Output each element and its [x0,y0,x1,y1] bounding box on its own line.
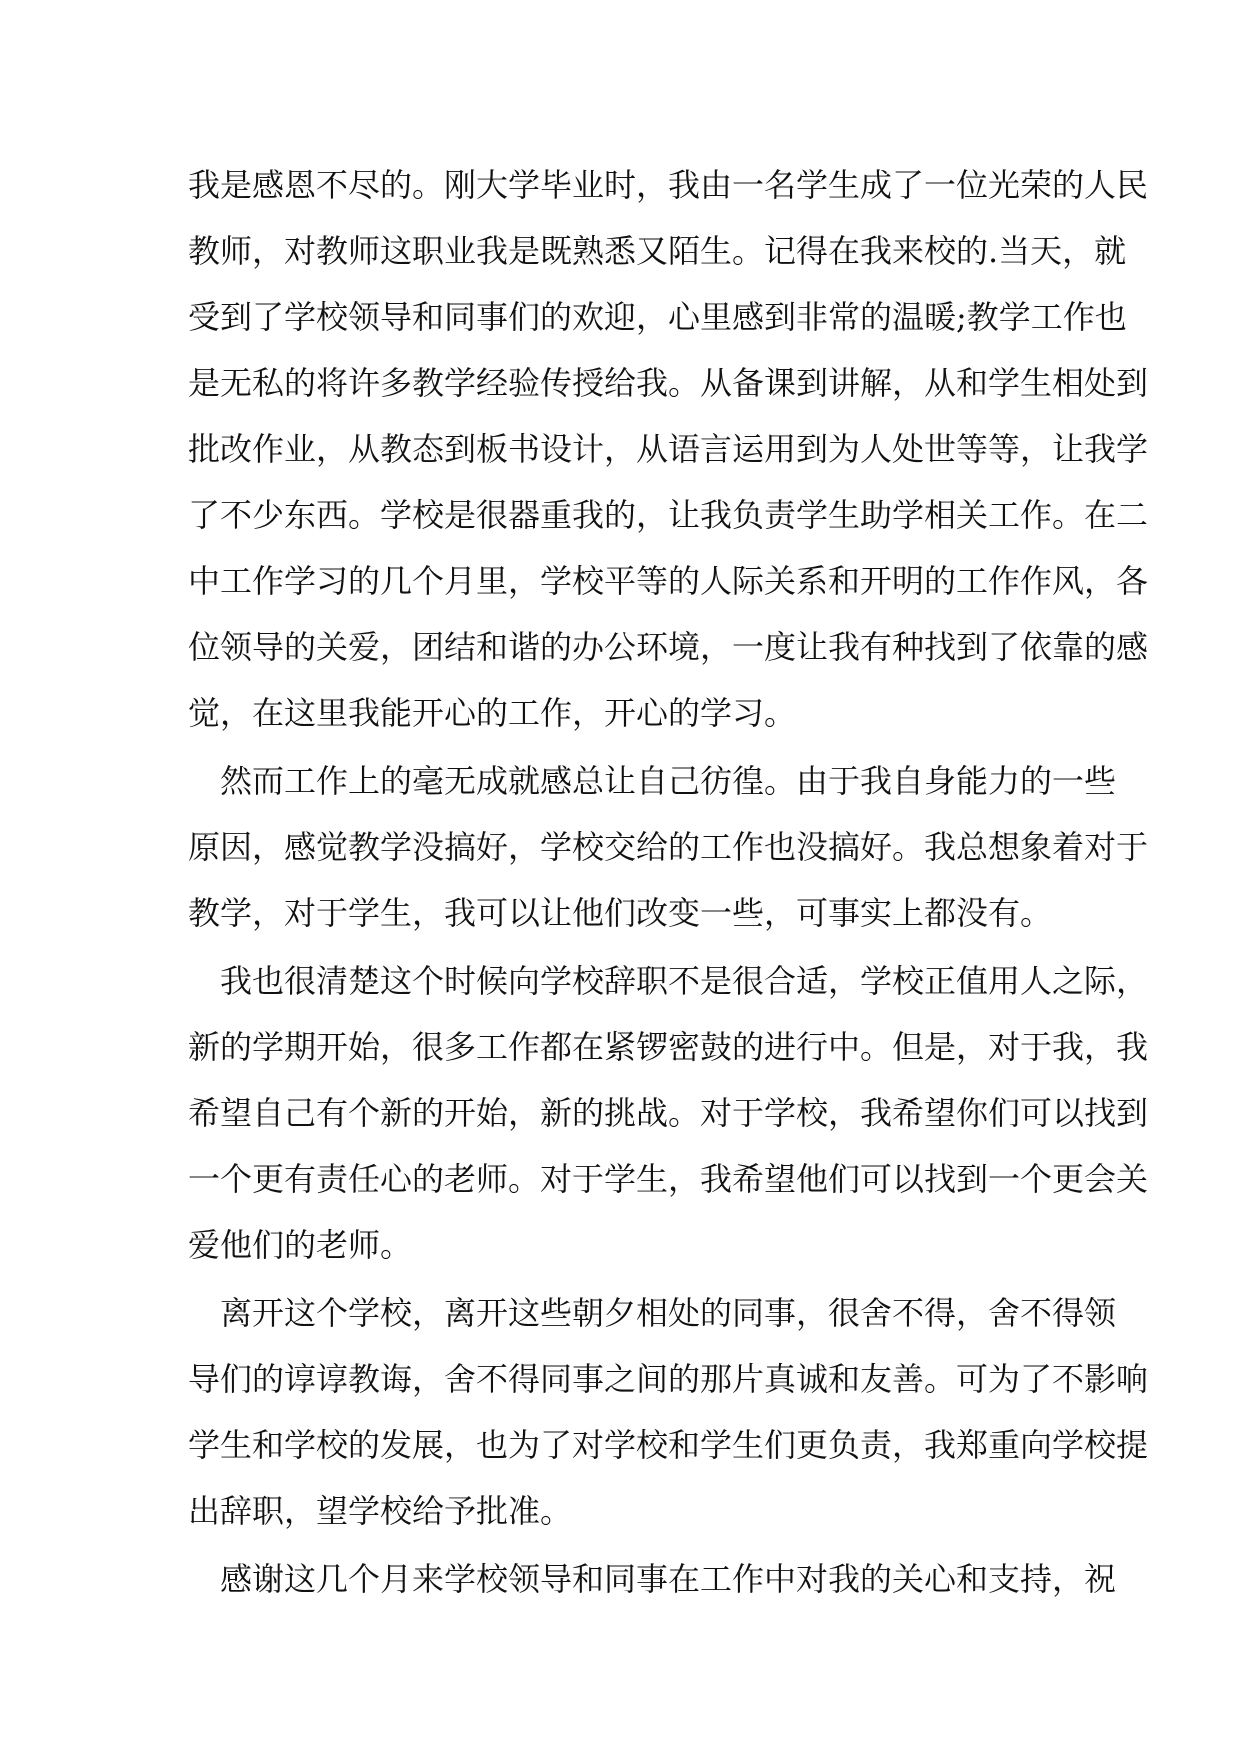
text-line: 中工作学习的几个月里，学校平等的人际关系和开明的工作作风，各 [188,562,1149,600]
text-line: 教学，对于学生，我可以让他们改变一些，可事实上都没有。 [188,894,1053,932]
text-line: 离开这个学校，离开这些朝夕相处的同事，很舍不得，舍不得领 [188,1294,1117,1332]
text-line: 教师，对教师这职业我是既熟悉又陌生。记得在我来校的.当天，就 [188,232,1127,270]
text-line: 觉，在这里我能开心的工作，开心的学习。 [188,694,797,732]
text-line: 希望自己有个新的开始，新的挑战。对于学校，我希望你们可以找到 [188,1094,1149,1132]
text-line: 学生和学校的发展，也为了对学校和学生们更负责，我郑重向学校提 [188,1426,1149,1464]
paragraph-1 [188,152,1149,746]
text-line: 位领导的关爱，团结和谐的办公环境，一度让我有种找到了依靠的感 [188,628,1149,666]
text-line: 批改作业，从教态到板书设计，从语言运用到为人处世等等，让我学 [188,430,1149,468]
text-line: 是无私的将许多教学经验传授给我。从备课到讲解，从和学生相处到 [188,364,1149,402]
text-line: 我是感恩不尽的。刚大学毕业时，我由一名学生成了一位光荣的人民 [188,166,1149,204]
text-line: 出辞职，望学校给予批准。 [188,1492,573,1530]
text-line: 一个更有责任心的老师。对于学生，我希望他们可以找到一个更会关 [188,1160,1149,1198]
text-line: 感谢这几个月来学校领导和同事在工作中对我的关心和支持，祝 [188,1560,1117,1598]
text-line: 然而工作上的毫无成就感总让自己彷徨。由于我自身能力的一些 [188,762,1117,800]
text-line: 爱他们的老师。 [188,1226,413,1264]
text-line: 新的学期开始，很多工作都在紧锣密鼓的进行中。但是，对于我，我 [188,1028,1149,1066]
paragraph-3 [188,948,1149,1278]
text-line: 导们的谆谆教诲，舍不得同事之间的那片真诚和友善。可为了不影响 [188,1360,1149,1398]
text-line: 了不少东西。学校是很器重我的，让我负责学生助学相关工作。在二 [188,496,1149,534]
paragraph-5 [188,1546,1117,1612]
document-page [188,152,1149,1614]
text-line: 原因，感觉教学没搞好，学校交给的工作也没搞好。我总想象着对于 [188,828,1149,866]
text-line: 我也很清楚这个时候向学校辞职不是很合适，学校正值用人之际， [188,962,1149,1000]
paragraph-2 [188,748,1149,946]
paragraph-4 [188,1280,1149,1544]
text-line: 受到了学校领导和同事们的欢迎，心里感到非常的温暖;教学工作也 [188,298,1127,336]
